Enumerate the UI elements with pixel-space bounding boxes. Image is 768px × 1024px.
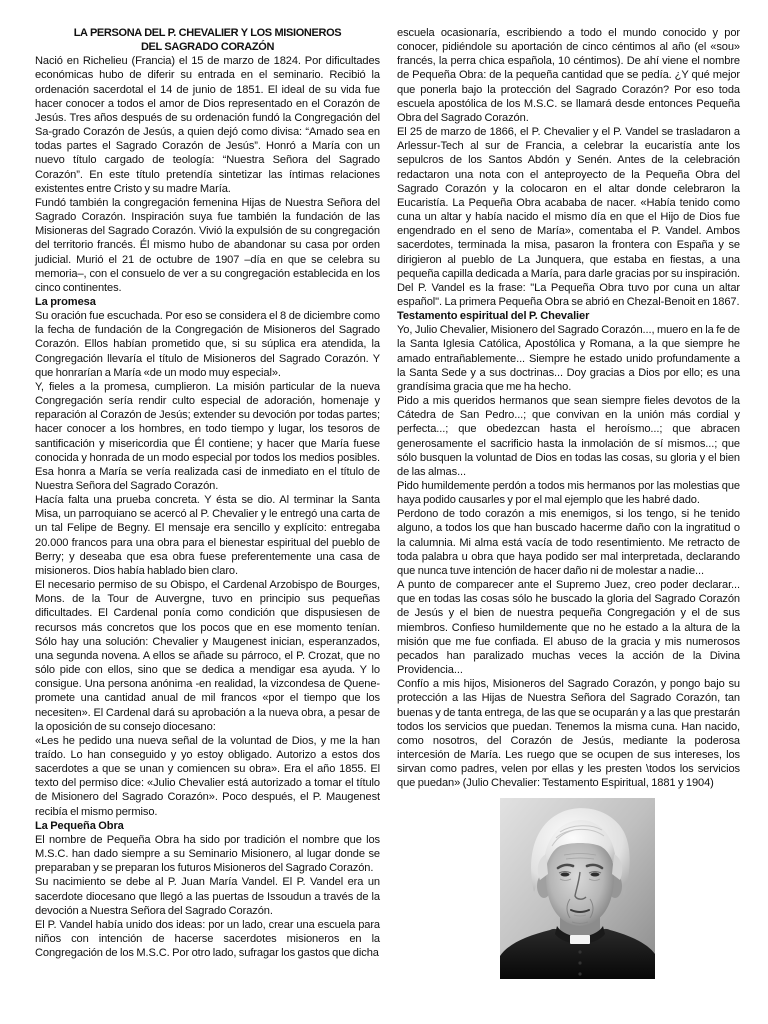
cassock-button (578, 973, 581, 976)
body-paragraph: Su nacimiento se debe al P. Juan María Vandel. El P. Vandel era un sacerdote diocesano que llegó a las puertas de Issoudun a través de la devoción a Nuestra Señora del Sagrado Corazón. (35, 876, 380, 917)
portrait-photo (500, 798, 655, 979)
section-heading-la-pequena-obra: La Pequeña Obra (35, 819, 124, 832)
body-paragraph-continued: escuela ocasionaría, escribiendo a todo el mundo conocido y por conocer, pidiéndole su aportación de cinco céntimos al año (el «sou» francés, la perra chica española, 10 céntimos). De ahí viene el nombre de Pequeña Obra: de la pequeña cantidad que se pedía. ¿Y qué mejor que ponerla bajo la protección del Sagrado Corazón? Por eso toda escuela apostólica de los M.S.C. se llamará desde entonces Pequeña Obra del Sagrado Corazón. (397, 27, 740, 124)
section-heading-testamento: Testamento espiritual del P. Chevalier (397, 310, 590, 323)
left-column (35, 26, 380, 960)
testament-paragraph: Yo, Julio Chevalier, Misionero del Sagrado Corazón..., muero en la fe de la Santa Iglesia Católica, Apostólica y Romana, a la que siempre he amado entrañablemente... Siempre he estado unido profundamente a la Santa Sede y a sus doctrinas... Doy gracias a Dios por ello; es una grandísima gracia que me ha hecho. (397, 324, 740, 393)
intro-paragraph: Fundó también la congregación femenina Hijas de Nuestra Señora del Sagrado Corazón. Inspiración suya fue también la fundación de las Misioneras del Sagrado Corazón. Vivió la expulsión de su congregación del territorio francés. Él mismo hubo de abandonar su casa por orden judicial. Murió el 21 de octubre de 1907 –día en que se celebra su memoria–, con el consuelo de ver a su congregación establecida en los cinco continentes. (35, 196, 380, 294)
section-heading-la-promesa: La promesa (35, 295, 96, 308)
right-eye (591, 873, 600, 877)
article-title (35, 26, 380, 54)
body-paragraph: Hacía falta una prueba concreta. Y ésta se dio. Al terminar la Santa Misa, un parroquiano se acercó al P. Chevalier y le entregó una carta de un tal Felipe de Begny. El mensaje era sencillo y explícito: entregaba 20.000 francos para una obra para el bienestar espiritual del pueblo de Berry; y deseaba que esa obra fuese preferentemente una casa de misioneros. Dios había hablado bien claro. (35, 494, 380, 577)
testament-paragraph: Pido a mis queridos hermanos que sean siempre fieles devotos de la Cátedra de San Pedro...; que convivan en la unión más cordial y perfecta...; que obedezcan hasta el heroísmo...; que abracen generosamente el sacrificio hasta la inmolación de sí mismos...; que sólo busquen la voluntad de Dios en todas las cosas, su gloria y el bien de las almas... (397, 395, 740, 478)
testament-paragraph: Perdono de todo corazón a mis enemigos, si los tengo, si he tenido alguno, a todos los que han buscado hacerme daño con la ingratitud o la calumnia. Mi alma está vacía de todo resentimiento. Me retracto de toda palabra u obra que haya podido ser mal interpretada, declarando que nunca tuve intención de hacer daño ni de molestar a nadie... (397, 508, 740, 577)
right-column (397, 26, 740, 979)
body-paragraph: Su oración fue escuchada. Por eso se considera el 8 de diciembre como la fecha de fundación de la Congregación de Misioneros del Sagrado Corazón. Ellos habían prometido que, si su súplica era atendida, la Congregación llevaría el título de Misioneros del Sagrado Corazón. Y que honrarían a María «de un modo muy especial». (35, 310, 380, 379)
article-title-line-1: LA PERSONA DEL P. CHEVALIER Y LOS MISIONEROS (73, 27, 342, 39)
testament-paragraph: A punto de comparecer ante el Supremo Juez, creo poder declarar... que en todas las cosas sólo he buscado la gloria del Sagrado Corazón de Jesús y el bien de nuestra pequeña Congregación y el de sus miembros. Confieso humildemente que no he estado a la altura de la misión que me fue confiada. El abuso de la gracia y mis numerosos pecados han paralizado muchas veces la acción de la Divina Providencia... (397, 579, 740, 677)
body-paragraph: El 25 de marzo de 1866, el P. Chevalier y el P. Vandel se trasladaron a Arlessur-Tech al sur de Francia, a celebrar la eucaristía ante los sepulcros de los Santos Abdón y Senén. Antes de la celebración redactaron una nota con el anteproyecto de la Pequeña Obra del Sagrado Corazón y la colocaron en el altar donde celebraron la Eucaristía. La Pequeña Obra acababa de nacer. «Había tenido como cuna un altar y había nacido el mismo día en que el Hijo de Dios fue engendrado en el seno de María», comentaba el P. Vandel. Ambos sacerdotes, terminada la misa, pasaron la frontera con España y se dirigieron al pueblo de La Junquera, que estaba en fiestas, a una pequeña capilla dedicada a María, para darle gracias por su inspiración. Del P. Vandel es la frase: "La Pequeña Obra tuvo por cuna un altar español". La primera Pequeña Obra se abrió en Chezal-Benoit en 1867. (397, 126, 740, 308)
intro-paragraph: Nació en Richelieu (Francia) el 15 de marzo de 1824. Por dificultades económicas hubo de diferir su entrada en el seminario. Recibió la ordenación sacerdotal el 14 de junio de 1851. El ideal de su vida fue hacer conocer a todos el amor de Dios representado en el Corazón de Jesús. Tres años después de su ordenación fundó la Congregación del Sa-grado Corazón de Jesús, a quien dejó como divisa: “Amado sea en todas partes el Sagrado Corazón de Jesús”. Honró a María con un nuevo título cargado de teología: “Nuestra Señora del Sagrado Corazón”. En este título pretendía sintetizar las íntimas relaciones existentes entre Cristo y su madre María. (35, 55, 380, 195)
body-paragraph: Y, fieles a la promesa, cumplieron. La misión particular de la nueva Congregación sería rendir culto especial de adoración, homenaje y reparación al Corazón de Jesús; extender su devoción por todas partes; hacer conocer a los hombres, en todo tiempo y lugar, los tesoros de santificación y misericordia que Él contiene; y hacer que María fuese conocida y honrada de un modo especial por todos los medios posibles. Esa honra a María se vería realizada casi de inmediato en el título de Nuestra Señora del Sagrado Corazón. (35, 380, 380, 492)
body-paragraph-continues: El P. Vandel había unido dos ideas: por un lado, crear una escuela para niños con intención de hacerse sacerdotes misioneros en la Congregación de los M.S.C. Por otro lado, sufragar los gastos que dicha (35, 918, 380, 960)
testament-paragraph: Confío a mis hijos, Misioneros del Sagrado Corazón, y pongo bajo su protección a las Hijas de Nuestra Señora del Sagrado Corazón, tan buenas y de tanta entrega, de las que se ocuparán y a las que prestarán todos los servicios que puedan. Tenemos la misma cuna. Han nacido, como nosotros, del Corazón de Jesús, mediante la poderosa intercesión de María. Les ruego que se ocupen de sus intereses, los sirvan como padres, velen por ellas y les presten \todos los servicios que puedan» (Julio Chevalier: Testamento Espiritual, 1881 y 1904) (397, 678, 740, 790)
left-eye (561, 873, 570, 877)
body-paragraph: El necesario permiso de su Obispo, el Cardenal Arzobispo de Bourges, Mons. de la Tour de Auvergne, tuvo en principio sus pequeñas dificultades. El Cardenal ponía como condición que dispusiesen de recursos más concretos que los pocos que en ese momento tenían. Sólo hay una solución: Chevalier y Maugenest inician, esperanzados, una segunda novena. A ellos se añade su párroco, el P. Crozat, que no sólo pide con ellos, sino que se dedica a mendigar esa ayuda. Y lo consigue. Una persona anónima -en realidad, la vizcondesa de Quene- promete una cantidad anual de mil francos «por el tiempo que los necesiten». El Cardenal dará su aprobación a la nueva obra, a pesar de la oposición de su consejo diocesano: (35, 579, 380, 733)
cassock-button (578, 951, 581, 954)
clerical-collar-tab (570, 935, 590, 944)
cassock-button (578, 962, 581, 965)
body-paragraph: «Les he pedido una nueva señal de la voluntad de Dios, y me la han traído. Lo han conseguido y yo estoy obligado. Autorizo a estos dos sacerdotes a que se unan y comiencen su obra». Era el año 1855. El texto del permiso dice: «Julio Chevalier está autorizado a tomar el título de Misionero del Sagrado Corazón». Poco después, el P. Maugenest recibía el mismo permiso. (35, 734, 380, 818)
article-title-line-2: DEL SAGRADO CORAZÓN (140, 41, 275, 54)
testament-paragraph: Pido humildemente perdón a todos mis hermanos por las molestias que haya podido causarles y por el mal ejemplo que les habré dado. (397, 480, 740, 507)
body-paragraph: El nombre de Pequeña Obra ha sido por tradición el nombre que los M.S.C. han dado siempre a su Seminario Misionero, al lugar donde se preparaban y se preparan los futuros Misioneros del Sagrado Corazón. (35, 833, 380, 875)
